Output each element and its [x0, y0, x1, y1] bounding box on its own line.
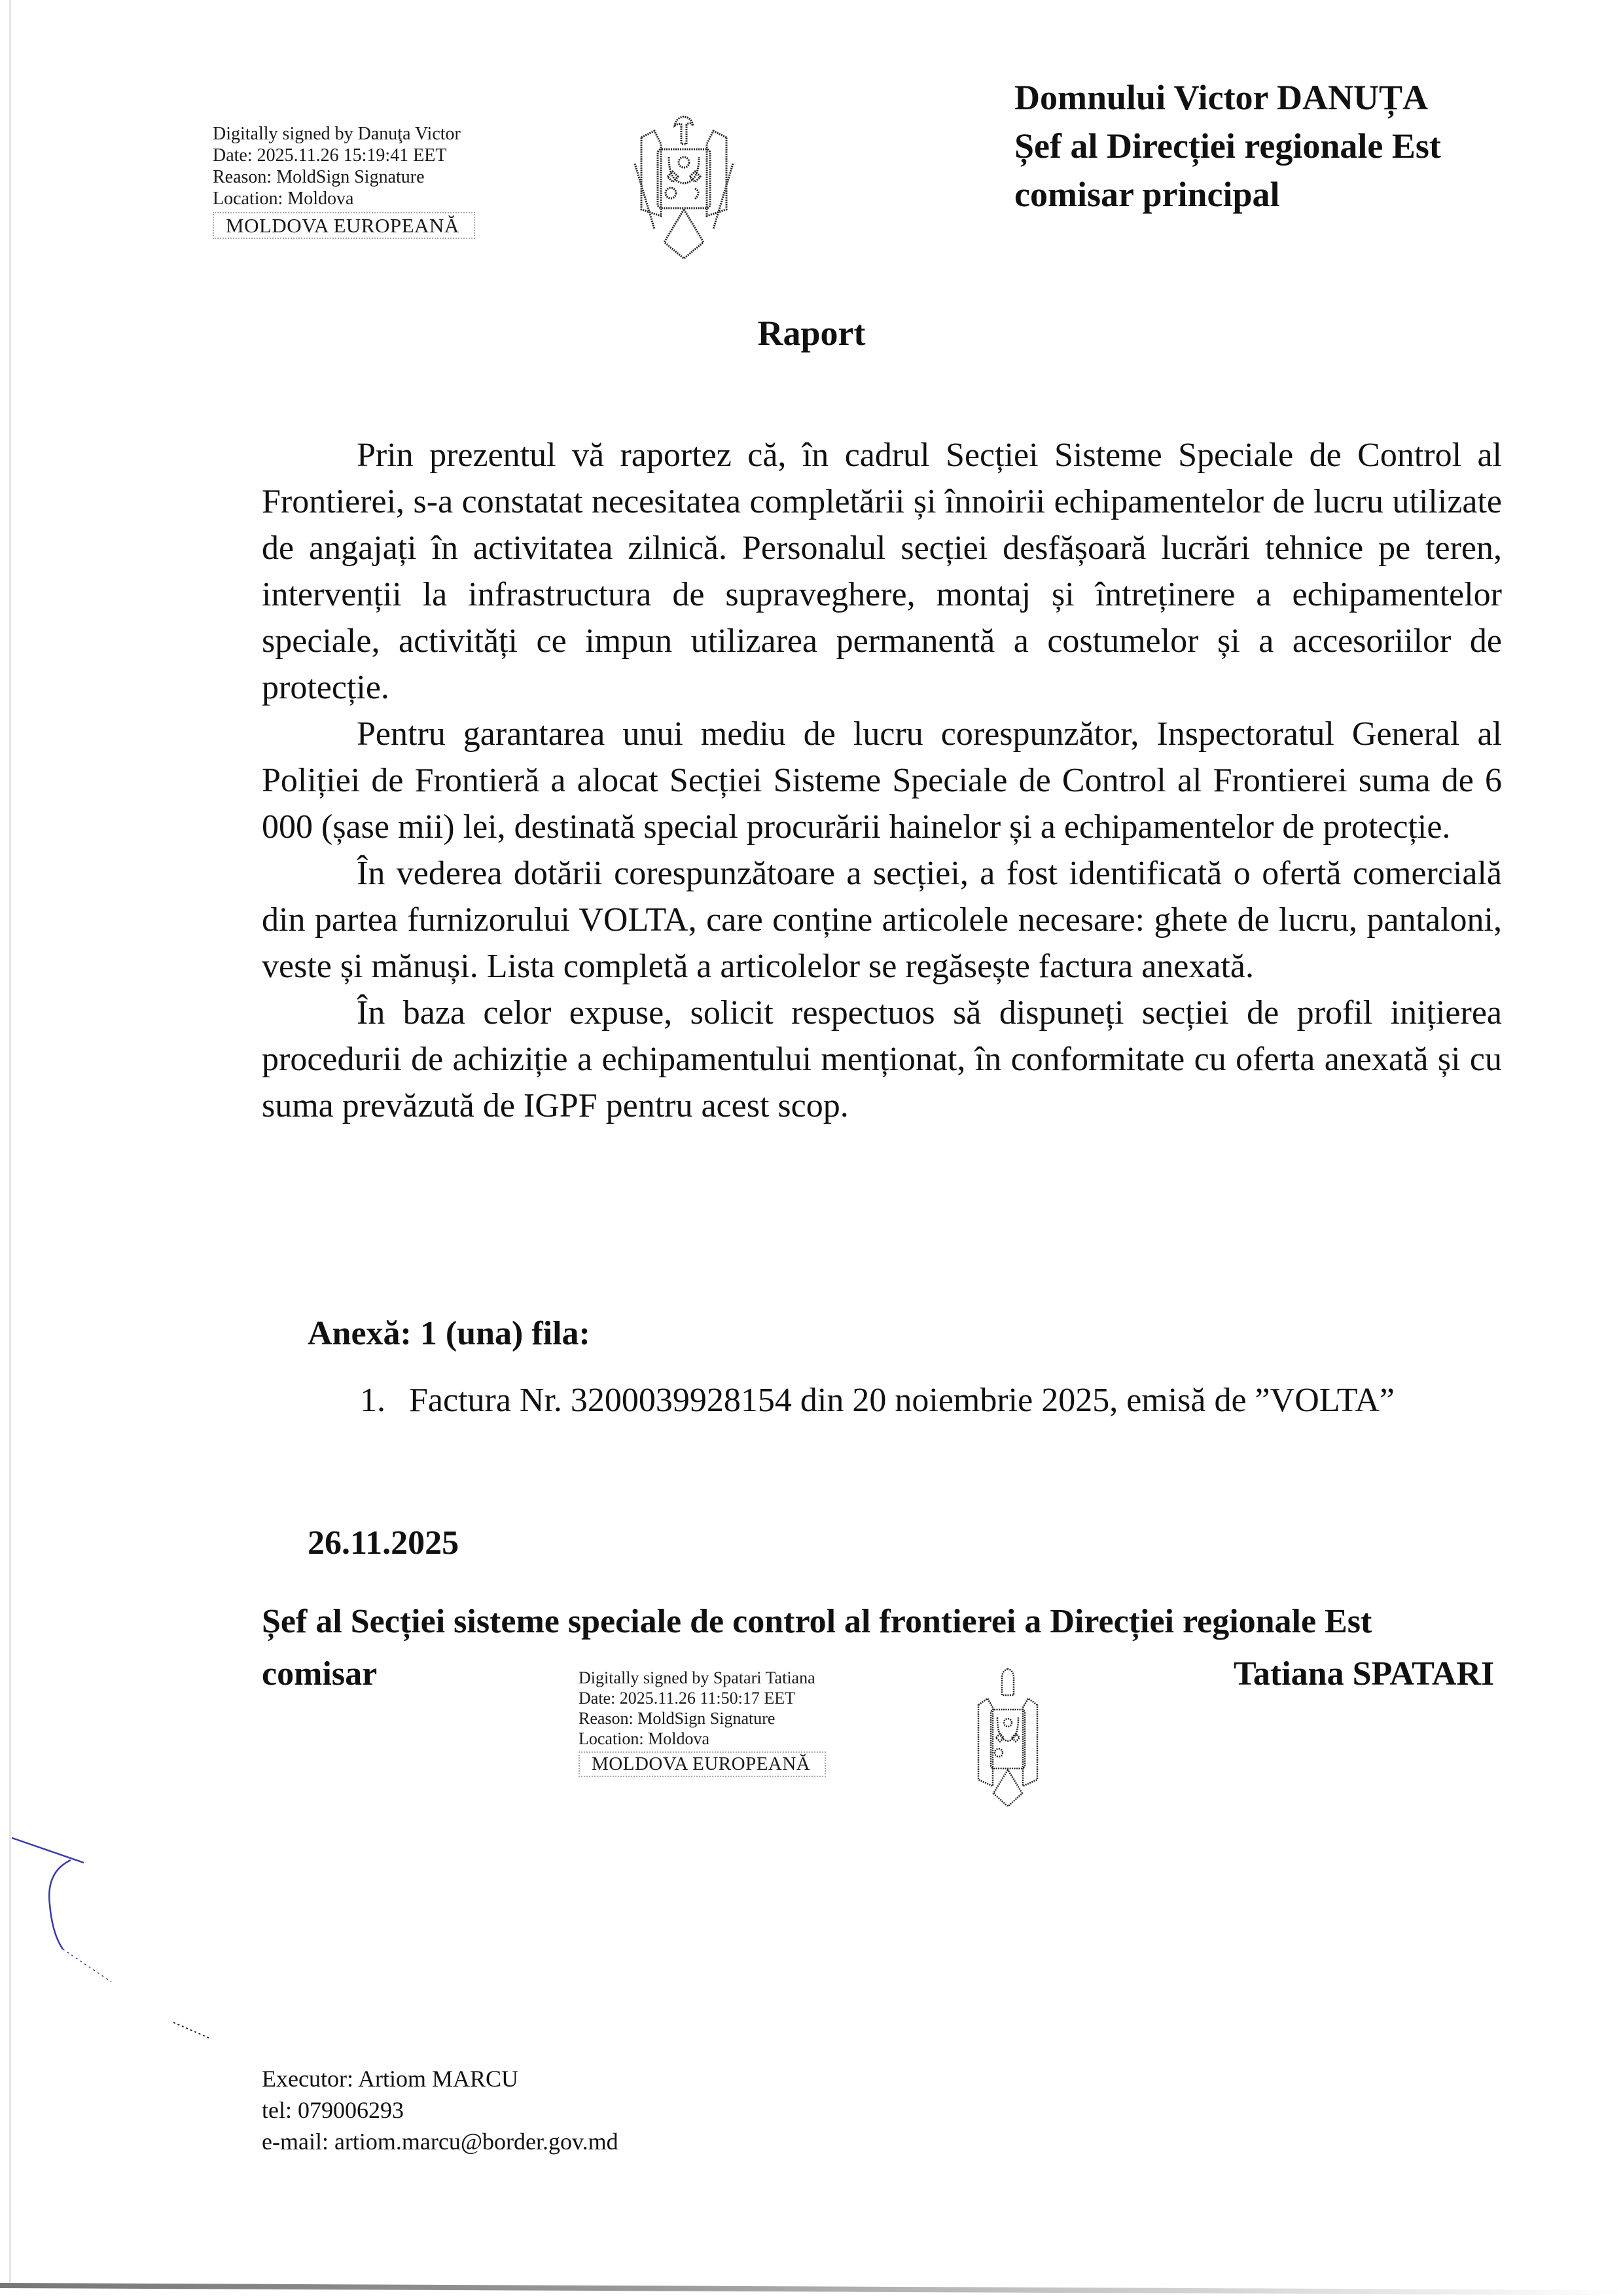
body-paragraph: În baza celor expuse, solicit respectuos să dispuneți secției de profil inițierea procedurii de achiziție a echipamentului menționat, în conformitate cu oferta anexată și cu suma prevăzută de IGPF pentru acest scop.	[262, 994, 1502, 1124]
coat-of-arms-icon	[622, 111, 746, 262]
addressee-rank: comisar principal	[1014, 175, 1280, 214]
signer-position: Șef al Secției sisteme speciale de control al frontierei a Direcției regionale Est	[262, 1603, 1372, 1640]
digital-signature-top	[213, 123, 475, 239]
signature-location: Location: Moldova	[213, 188, 354, 209]
signature-signed-by: Digitally signed by Danuţa Victor	[213, 124, 461, 144]
signature-location: Location: Moldova	[579, 1729, 710, 1748]
signer-name: Tatiana SPATARI	[1234, 1655, 1495, 1693]
addressee-position: Șef al Direcției regionale Est	[1014, 126, 1441, 166]
coat-of-arms-icon	[969, 1649, 1047, 1806]
annex-title: Anexă: 1 (una) fila:	[308, 1315, 590, 1352]
annex-item-text: Factura Nr. 3200039928154 din 20 noiembrie 2025, emisă de ”VOLTA”	[409, 1382, 1395, 1419]
executor-block	[262, 2063, 618, 2157]
report-date: 26.11.2025	[308, 1524, 459, 1562]
signature-stamp: MOLDOVA EUROPEANĂ	[579, 1751, 826, 1777]
body-paragraph: În vederea dotării corespunzătoare a secției, a fost identificată o ofertă comercială din partea furnizorului VOLTA, care conține articolele necesare: ghete de lucru, pantaloni, veste și mănuși. Lista completă a articolelor se regăsește factura anexată.	[262, 855, 1502, 985]
annex-list-item	[360, 1381, 1395, 1420]
body-paragraph: Pentru garantarea unui mediu de lucru corespunzător, Inspectoratul General al Poliției de Frontieră a alocat Secției Sisteme Speciale de Control al Frontierei suma de 6 000 (șase mii) lei, destinată special procurării hainelor și a echipamentelor de protecție.	[262, 715, 1502, 846]
addressee-block	[1014, 73, 1441, 219]
signature-stamp: MOLDOVA EUROPEANĂ	[213, 212, 475, 239]
addressee-name: Domnului Victor DANUȚA	[1014, 78, 1429, 117]
executor-phone: tel: 079006293	[262, 2097, 404, 2123]
body-paragraph: Prin prezentul vă raportez că, în cadrul Secției Sisteme Speciale de Control al Frontierei, s-a constatat necesitatea completării și înnoirii echipamentelor de lucru utilizate de angajați în activitatea zilnică. Personalul secției desfășoară lucrări tehnice pe teren, intervenții la infrastructura de supraveghere, montaj și întreținere a echipamentelor speciale, activități ce impun utilizarea permanentă a costumelor și a accesoriilor de protecție.	[262, 437, 1502, 706]
executor-name: Executor: Artiom MARCU	[262, 2066, 518, 2092]
handwritten-mark	[0, 1800, 262, 2062]
digital-signature-bottom	[579, 1668, 826, 1777]
annex-item-number: 1.	[360, 1382, 385, 1419]
signature-date: Date: 2025.11.26 11:50:17 EET	[579, 1689, 795, 1708]
signer-rank: comisar	[262, 1655, 378, 1693]
executor-email: e-mail: artiom.marcu@border.gov.md	[262, 2128, 618, 2155]
document-title: Raport	[757, 314, 866, 353]
signature-date: Date: 2025.11.26 15:19:41 EET	[213, 145, 447, 166]
signature-reason: Reason: MoldSign Signature	[579, 1709, 776, 1728]
signature-reason: Reason: MoldSign Signature	[213, 167, 425, 187]
scan-edge-bottom	[0, 2283, 1623, 2295]
signature-signed-by: Digitally signed by Spatari Tatiana	[579, 1668, 815, 1687]
report-body	[262, 432, 1502, 1129]
